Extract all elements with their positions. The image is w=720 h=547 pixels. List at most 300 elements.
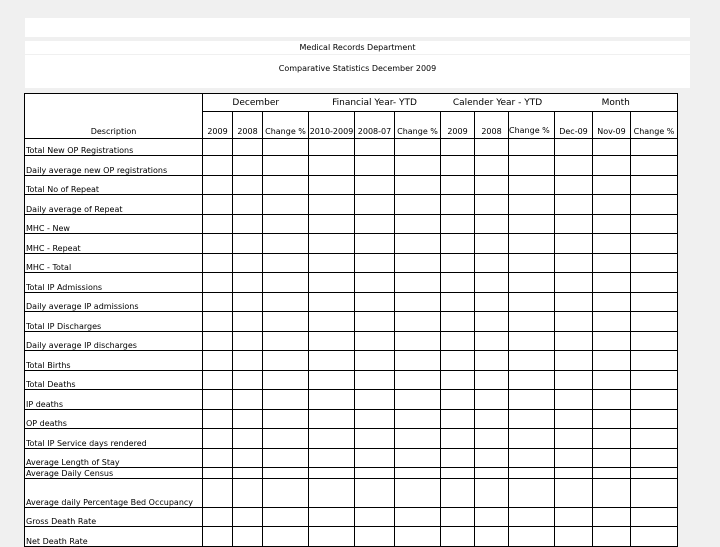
table-cell[interactable]	[631, 195, 678, 215]
table-cell[interactable]	[593, 254, 631, 273]
table-cell[interactable]	[593, 390, 631, 410]
table-cell[interactable]	[355, 156, 395, 176]
table-cell[interactable]	[203, 410, 233, 429]
table-cell[interactable]	[395, 254, 441, 273]
table-cell[interactable]	[441, 390, 475, 410]
table-cell[interactable]	[355, 527, 395, 547]
group-financial-year-ytd: Financial Year- YTD	[309, 94, 441, 112]
table-cell[interactable]	[203, 479, 233, 508]
table-cell[interactable]	[395, 156, 441, 176]
table-cell[interactable]	[631, 410, 678, 429]
table-cell[interactable]	[509, 468, 555, 479]
table-cell[interactable]	[233, 312, 263, 332]
table-cell[interactable]	[631, 139, 678, 156]
table-cell[interactable]	[309, 254, 355, 273]
table-cell[interactable]	[509, 527, 555, 547]
table-cell[interactable]	[263, 429, 309, 449]
table-cell[interactable]	[395, 371, 441, 390]
table-cell[interactable]	[309, 508, 355, 527]
table-cell[interactable]	[555, 195, 593, 215]
table-cell[interactable]	[309, 215, 355, 234]
table-cell[interactable]	[263, 479, 309, 508]
table-cell[interactable]	[441, 156, 475, 176]
table-cell[interactable]	[355, 429, 395, 449]
table-row	[25, 273, 678, 293]
table-cell[interactable]	[509, 351, 555, 371]
table-cell[interactable]	[203, 508, 233, 527]
table-cell[interactable]	[309, 449, 355, 468]
table-cell[interactable]	[475, 215, 509, 234]
table-cell[interactable]	[555, 293, 593, 312]
table-cell[interactable]	[509, 156, 555, 176]
table-cell[interactable]	[441, 176, 475, 195]
table-cell[interactable]	[263, 312, 309, 332]
table-cell[interactable]	[263, 254, 309, 273]
table-cell[interactable]	[309, 156, 355, 176]
row-label: Total IP Service days rendered	[25, 429, 203, 449]
table-cell[interactable]	[263, 410, 309, 429]
table-cell[interactable]	[263, 273, 309, 293]
table-cell[interactable]	[593, 351, 631, 371]
table-cell[interactable]	[475, 351, 509, 371]
col-header: 2008	[475, 112, 509, 139]
table-cell[interactable]	[593, 293, 631, 312]
table-row	[25, 410, 678, 429]
table-cell[interactable]	[233, 215, 263, 234]
table-cell[interactable]	[263, 351, 309, 371]
table-cell[interactable]	[395, 449, 441, 468]
table-cell[interactable]	[441, 508, 475, 527]
table-cell[interactable]	[233, 351, 263, 371]
table-cell[interactable]	[233, 293, 263, 312]
table-cell[interactable]	[475, 234, 509, 254]
table-cell[interactable]	[233, 479, 263, 508]
table-row	[25, 254, 678, 273]
row-label: Daily average new OP registrations	[25, 156, 203, 176]
col-header: Change %	[263, 112, 309, 139]
table-cell[interactable]	[355, 195, 395, 215]
table-cell[interactable]	[395, 527, 441, 547]
table-cell[interactable]	[203, 351, 233, 371]
table-cell[interactable]	[203, 215, 233, 234]
department-title	[25, 41, 690, 54]
table-cell[interactable]	[593, 527, 631, 547]
table-cell[interactable]	[233, 371, 263, 390]
table-row	[25, 508, 678, 527]
table-cell[interactable]	[593, 508, 631, 527]
table-cell[interactable]	[233, 332, 263, 351]
table-cell[interactable]	[475, 410, 509, 429]
table-cell[interactable]	[593, 156, 631, 176]
group-december: December	[203, 94, 309, 112]
row-label: Gross Death Rate	[25, 508, 203, 527]
table-cell[interactable]	[355, 410, 395, 429]
table-row	[25, 390, 678, 410]
table-cell[interactable]	[593, 195, 631, 215]
table-cell[interactable]	[509, 332, 555, 351]
table-cell[interactable]	[203, 273, 233, 293]
table-cell[interactable]	[355, 508, 395, 527]
table-cell[interactable]	[203, 332, 233, 351]
table-row	[25, 156, 678, 176]
table-cell[interactable]	[555, 254, 593, 273]
table-cell[interactable]	[555, 429, 593, 449]
table-cell[interactable]	[631, 234, 678, 254]
col-header: 2008	[233, 112, 263, 139]
table-cell[interactable]	[395, 176, 441, 195]
table-cell[interactable]	[509, 429, 555, 449]
table-cell[interactable]	[631, 527, 678, 547]
table-cell[interactable]	[309, 479, 355, 508]
table-row	[25, 351, 678, 371]
table-cell[interactable]	[555, 527, 593, 547]
table-cell[interactable]	[263, 332, 309, 351]
table-cell[interactable]	[441, 312, 475, 332]
table-cell[interactable]	[509, 371, 555, 390]
row-label: Daily average IP admissions	[25, 293, 203, 312]
table-cell[interactable]	[233, 449, 263, 468]
table-cell[interactable]	[309, 234, 355, 254]
table-cell[interactable]	[441, 351, 475, 371]
table-cell[interactable]	[355, 449, 395, 468]
row-label: Average Length of Stay	[25, 449, 203, 468]
table-cell[interactable]	[355, 390, 395, 410]
table-cell[interactable]	[555, 390, 593, 410]
table-cell[interactable]	[395, 215, 441, 234]
table-cell[interactable]	[593, 410, 631, 429]
table-cell[interactable]	[509, 410, 555, 429]
col-header: Change %	[395, 112, 441, 139]
table-cell[interactable]	[203, 139, 233, 156]
table-cell[interactable]	[355, 234, 395, 254]
table-cell[interactable]	[309, 371, 355, 390]
table-cell[interactable]	[233, 195, 263, 215]
row-label: Total New OP Registrations	[25, 139, 203, 156]
table-cell[interactable]	[475, 371, 509, 390]
table-row	[25, 479, 678, 508]
table-row	[25, 468, 678, 479]
table-cell[interactable]	[441, 449, 475, 468]
table-cell[interactable]	[555, 312, 593, 332]
table-cell[interactable]	[631, 176, 678, 195]
table-cell[interactable]	[509, 479, 555, 508]
table-cell[interactable]	[203, 254, 233, 273]
table-cell[interactable]	[555, 479, 593, 508]
table-cell[interactable]	[233, 468, 263, 479]
table-cell[interactable]	[593, 215, 631, 234]
table-cell[interactable]	[631, 479, 678, 508]
table-cell[interactable]	[441, 139, 475, 156]
table-cell[interactable]	[203, 176, 233, 195]
table-cell[interactable]	[309, 429, 355, 449]
table-cell[interactable]	[555, 508, 593, 527]
table-cell[interactable]	[355, 479, 395, 508]
table-cell[interactable]	[355, 139, 395, 156]
table-row	[25, 215, 678, 234]
table-cell[interactable]	[233, 429, 263, 449]
table-cell[interactable]	[395, 139, 441, 156]
table-cell[interactable]	[593, 468, 631, 479]
table-cell[interactable]	[509, 176, 555, 195]
table-cell[interactable]	[509, 508, 555, 527]
statistics-table	[24, 93, 678, 547]
table-cell[interactable]	[475, 508, 509, 527]
table-cell[interactable]	[631, 371, 678, 390]
table-cell[interactable]	[263, 215, 309, 234]
row-label: Net Death Rate	[25, 527, 203, 547]
table-cell[interactable]	[395, 410, 441, 429]
table-row	[25, 332, 678, 351]
table-cell[interactable]	[593, 479, 631, 508]
table-cell[interactable]	[309, 410, 355, 429]
table-cell[interactable]	[509, 273, 555, 293]
table-cell[interactable]	[263, 293, 309, 312]
table-cell[interactable]	[441, 332, 475, 351]
table-cell[interactable]	[509, 195, 555, 215]
table-cell[interactable]	[631, 332, 678, 351]
table-cell[interactable]	[263, 176, 309, 195]
report-subtitle	[25, 55, 690, 88]
table-cell[interactable]	[263, 195, 309, 215]
col-header: Dec-09	[555, 112, 593, 139]
col-header: Change %	[509, 112, 555, 139]
table-cell[interactable]	[441, 479, 475, 508]
table-cell[interactable]	[263, 527, 309, 547]
table-cell[interactable]	[263, 371, 309, 390]
table-cell[interactable]	[555, 176, 593, 195]
table-cell[interactable]	[631, 429, 678, 449]
table-cell[interactable]	[203, 527, 233, 547]
table-cell[interactable]	[441, 254, 475, 273]
table-cell[interactable]	[509, 254, 555, 273]
table-cell[interactable]	[355, 312, 395, 332]
table-cell[interactable]	[555, 234, 593, 254]
table-cell[interactable]	[555, 449, 593, 468]
table-cell[interactable]	[233, 254, 263, 273]
table-cell[interactable]	[395, 508, 441, 527]
table-cell[interactable]	[441, 410, 475, 429]
table-cell[interactable]	[475, 332, 509, 351]
col-header: 2010-2009	[309, 112, 355, 139]
group-month: Month	[555, 94, 678, 112]
table-cell[interactable]	[233, 273, 263, 293]
table-cell[interactable]	[475, 176, 509, 195]
table-cell[interactable]	[233, 508, 263, 527]
table-cell[interactable]	[233, 527, 263, 547]
table-cell[interactable]	[233, 156, 263, 176]
table-row	[25, 312, 678, 332]
table-cell[interactable]	[555, 410, 593, 429]
table-cell[interactable]	[309, 195, 355, 215]
table-cell[interactable]	[309, 293, 355, 312]
table-cell[interactable]	[309, 390, 355, 410]
table-cell[interactable]	[555, 215, 593, 234]
table-cell[interactable]	[475, 293, 509, 312]
table-row	[25, 139, 678, 156]
table-cell[interactable]	[203, 371, 233, 390]
table-cell[interactable]	[593, 139, 631, 156]
table-cell[interactable]	[631, 293, 678, 312]
table-cell[interactable]	[203, 429, 233, 449]
table-cell[interactable]	[593, 371, 631, 390]
table-row	[25, 176, 678, 195]
table-cell[interactable]	[233, 234, 263, 254]
table-cell[interactable]	[441, 293, 475, 312]
table-cell[interactable]	[309, 351, 355, 371]
table-cell[interactable]	[203, 293, 233, 312]
table-cell[interactable]	[509, 139, 555, 156]
table-cell[interactable]	[203, 234, 233, 254]
table-cell[interactable]	[441, 371, 475, 390]
table-cell[interactable]	[593, 312, 631, 332]
table-cell[interactable]	[203, 312, 233, 332]
table-cell[interactable]	[441, 429, 475, 449]
top-blank-band	[25, 18, 690, 37]
table-cell[interactable]	[233, 390, 263, 410]
table-cell[interactable]	[475, 139, 509, 156]
table-cell[interactable]	[203, 468, 233, 479]
table-cell[interactable]	[631, 351, 678, 371]
table-cell[interactable]	[395, 468, 441, 479]
table-cell[interactable]	[309, 312, 355, 332]
table-cell[interactable]	[475, 429, 509, 449]
table-cell[interactable]	[395, 332, 441, 351]
table-cell[interactable]	[395, 479, 441, 508]
table-cell[interactable]	[555, 273, 593, 293]
table-cell[interactable]	[395, 293, 441, 312]
table-cell[interactable]	[475, 390, 509, 410]
table-cell[interactable]	[233, 139, 263, 156]
table-cell[interactable]	[203, 195, 233, 215]
table-cell[interactable]	[309, 139, 355, 156]
table-cell[interactable]	[475, 156, 509, 176]
table-cell[interactable]	[233, 176, 263, 195]
table-cell[interactable]	[475, 312, 509, 332]
table-cell[interactable]	[475, 527, 509, 547]
table-cell[interactable]	[475, 449, 509, 468]
table-cell[interactable]	[395, 351, 441, 371]
table-cell[interactable]	[555, 156, 593, 176]
row-label: Average daily Percentage Bed Occupancy	[25, 479, 203, 508]
table-cell[interactable]	[475, 195, 509, 215]
row-label: OP deaths	[25, 410, 203, 429]
table-cell[interactable]	[441, 195, 475, 215]
table-cell[interactable]	[263, 508, 309, 527]
table-cell[interactable]	[509, 312, 555, 332]
table-cell[interactable]	[555, 351, 593, 371]
table-cell[interactable]	[631, 390, 678, 410]
table-cell[interactable]	[631, 215, 678, 234]
table-cell[interactable]	[631, 508, 678, 527]
table-cell[interactable]	[441, 215, 475, 234]
table-cell[interactable]	[309, 273, 355, 293]
table-cell[interactable]	[233, 410, 263, 429]
table-cell[interactable]	[355, 215, 395, 234]
table-cell[interactable]	[263, 156, 309, 176]
table-cell[interactable]	[555, 371, 593, 390]
table-cell[interactable]	[441, 527, 475, 547]
row-label: IP deaths	[25, 390, 203, 410]
table-cell[interactable]	[509, 293, 555, 312]
table-cell[interactable]	[355, 273, 395, 293]
table-cell[interactable]	[263, 139, 309, 156]
table-cell[interactable]	[475, 254, 509, 273]
table-cell[interactable]	[309, 468, 355, 479]
table-cell[interactable]	[593, 332, 631, 351]
table-body	[25, 139, 678, 547]
table-cell[interactable]	[203, 156, 233, 176]
table-cell[interactable]	[263, 390, 309, 410]
table-cell[interactable]	[355, 332, 395, 351]
table-cell[interactable]	[475, 479, 509, 508]
table-cell[interactable]	[593, 234, 631, 254]
col-header: 2008-07	[355, 112, 395, 139]
table-cell[interactable]	[441, 234, 475, 254]
table-cell[interactable]	[263, 468, 309, 479]
table-cell[interactable]	[355, 176, 395, 195]
table-cell[interactable]	[441, 273, 475, 293]
table-cell[interactable]	[475, 273, 509, 293]
row-label: Total Births	[25, 351, 203, 371]
table-cell[interactable]	[555, 332, 593, 351]
table-cell[interactable]	[631, 468, 678, 479]
table-cell[interactable]	[555, 139, 593, 156]
table-cell[interactable]	[355, 371, 395, 390]
table-cell[interactable]	[395, 273, 441, 293]
table-cell[interactable]	[395, 429, 441, 449]
table-row	[25, 527, 678, 547]
table-cell[interactable]	[509, 449, 555, 468]
table-cell[interactable]	[263, 449, 309, 468]
table-cell[interactable]	[631, 156, 678, 176]
table-cell[interactable]	[395, 312, 441, 332]
table-cell[interactable]	[509, 234, 555, 254]
table-cell[interactable]	[509, 215, 555, 234]
report-subtitle-text: Comparative Statistics December 2009	[278, 64, 437, 73]
table-cell[interactable]	[631, 312, 678, 332]
table-cell[interactable]	[309, 176, 355, 195]
table-cell[interactable]	[475, 468, 509, 479]
table-cell[interactable]	[631, 449, 678, 468]
table-cell[interactable]	[395, 390, 441, 410]
table-cell[interactable]	[395, 234, 441, 254]
table-cell[interactable]	[203, 449, 233, 468]
department-title-text: Medical Records Department	[299, 43, 416, 52]
table-cell[interactable]	[555, 468, 593, 479]
table-cell[interactable]	[441, 468, 475, 479]
row-label: MHC - New	[25, 215, 203, 234]
table-cell[interactable]	[593, 273, 631, 293]
table-cell[interactable]	[355, 468, 395, 479]
table-cell[interactable]	[309, 332, 355, 351]
table-cell[interactable]	[355, 293, 395, 312]
row-label: Daily average IP discharges	[25, 332, 203, 351]
table-cell[interactable]	[395, 195, 441, 215]
table-cell[interactable]	[593, 176, 631, 195]
table-cell[interactable]	[593, 429, 631, 449]
table-cell[interactable]	[309, 527, 355, 547]
row-label: Total No of Repeat	[25, 176, 203, 195]
table-cell[interactable]	[631, 273, 678, 293]
table-cell[interactable]	[509, 390, 555, 410]
table-cell[interactable]	[263, 234, 309, 254]
table-cell[interactable]	[355, 254, 395, 273]
table-row	[25, 234, 678, 254]
table-cell[interactable]	[593, 449, 631, 468]
table-cell[interactable]	[631, 254, 678, 273]
table-cell[interactable]	[203, 390, 233, 410]
table-cell[interactable]	[355, 351, 395, 371]
